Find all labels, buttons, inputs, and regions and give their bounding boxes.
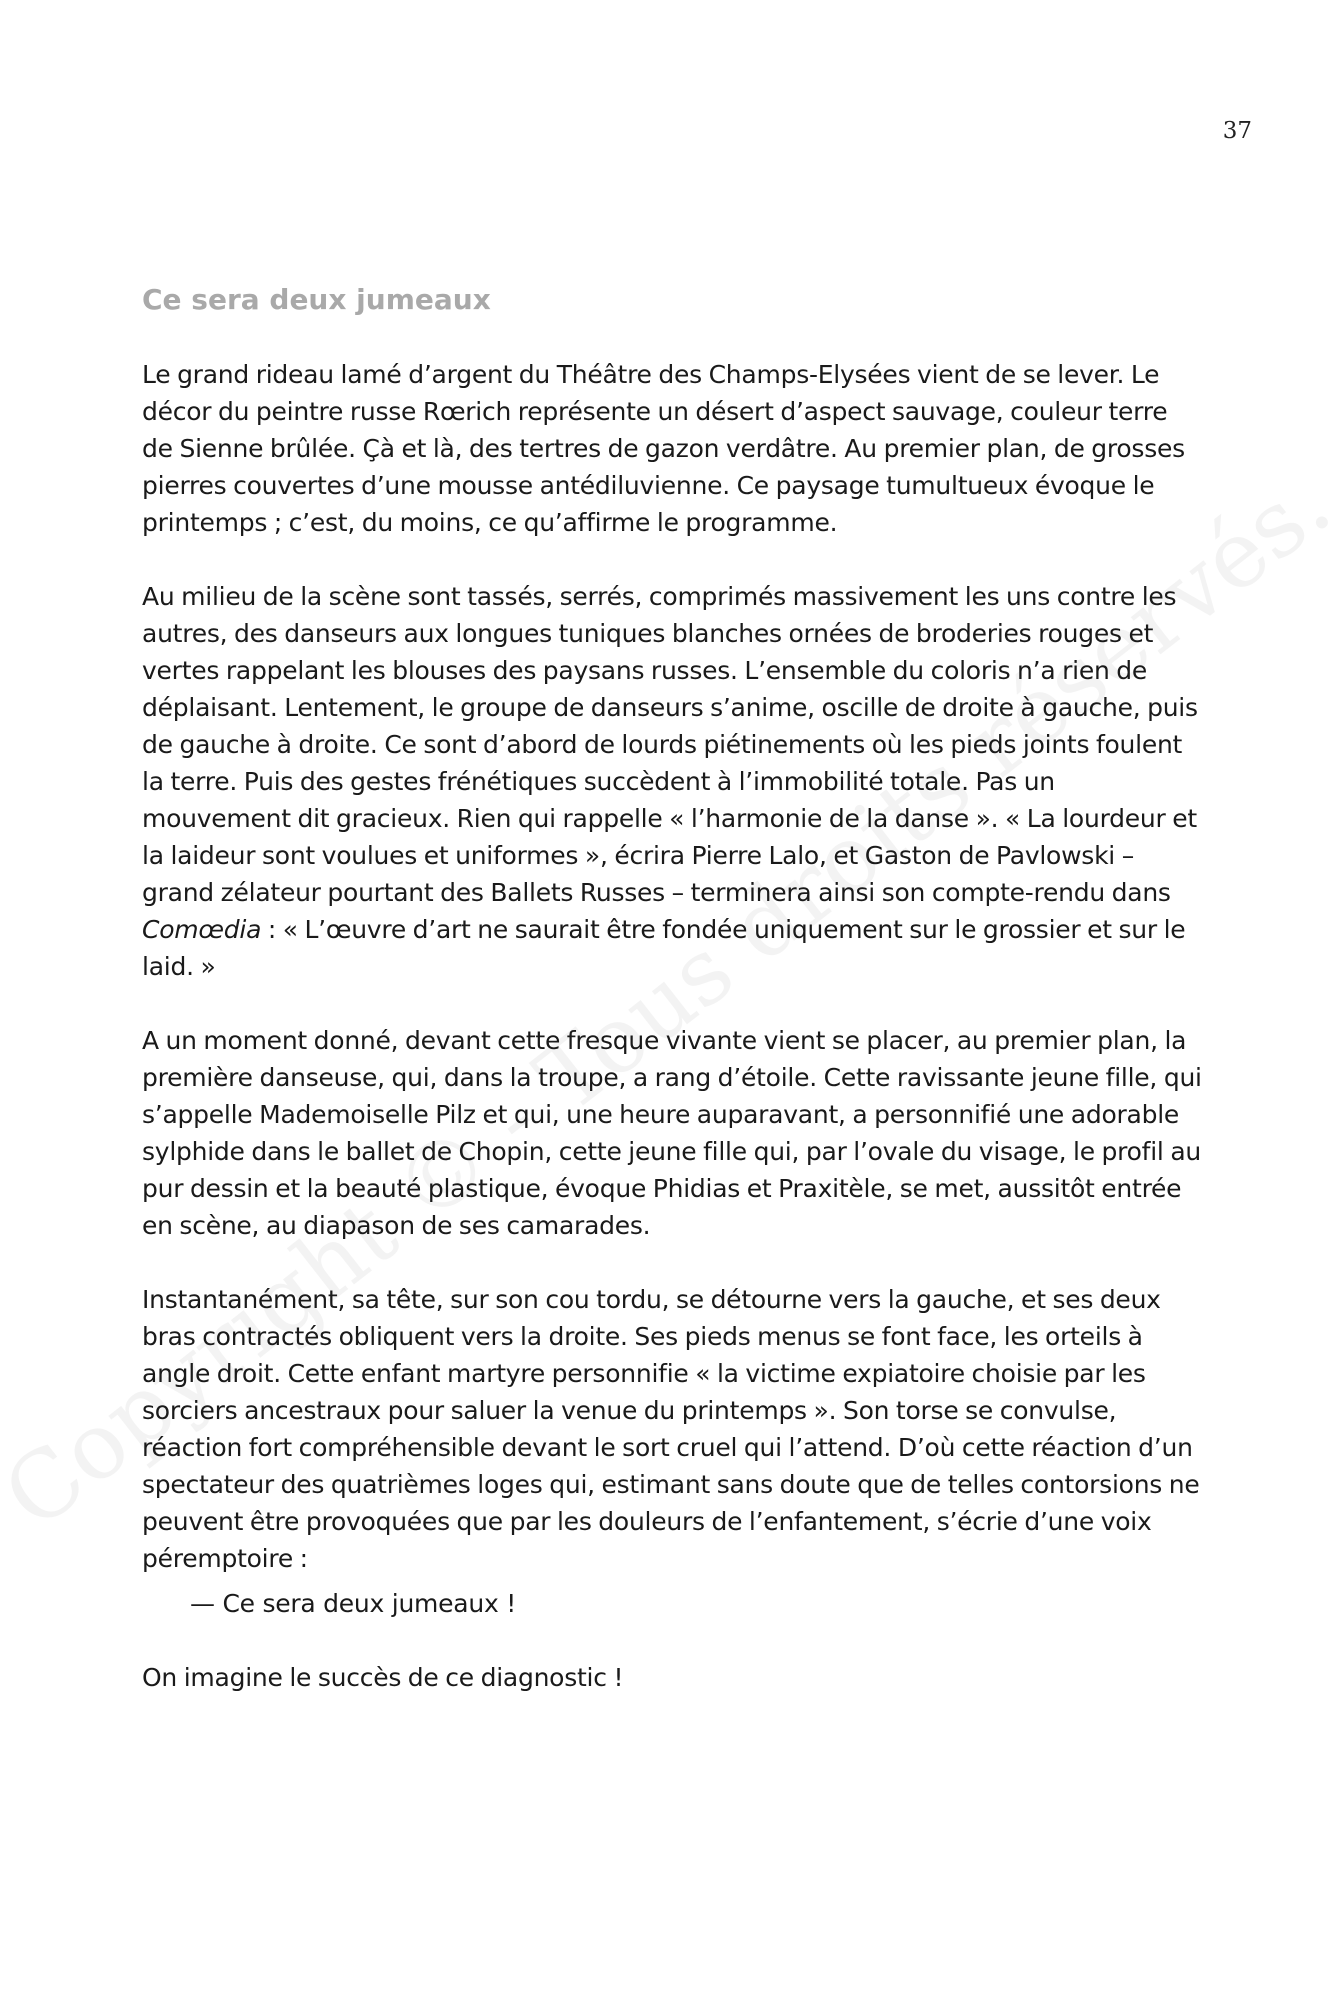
page-content	[142, 274, 1202, 1733]
chapter-title: Ce sera deux jumeaux	[142, 283, 491, 316]
paragraph-5: On imagine le succès de ce diagnostic !	[142, 1663, 624, 1692]
journal-title-comoedia: Comœdia	[142, 915, 262, 944]
page-number: 37	[1222, 118, 1252, 144]
paragraph-2	[142, 578, 1202, 985]
paragraph-4: Instantanément, sa tête, sur son cou tordu, se détourne vers la gauche, et ses deux bras contractés obliquent vers la droite. Ses pieds menus se font face, les orteils à angle droit. Cette enfant martyre personnifie « la victime expiatoire choisie par les sorciers ancestraux pour saluer la venue du printemps ». Son torse se convulse, réaction fort compréhensible devant le sort cruel qui l’attend. D’où cette réaction d’un spectateur des quatrièmes loges qui, estimant sans doute que de telles contorsions ne peuvent être provoquées que par les douleurs de l’enfantement, s’écrie d’une voix péremptoire :	[142, 1285, 1200, 1573]
paragraph-2-text-start: Au milieu de la scène sont tassés, serrés, comprimés massivement les uns contre les autres, des danseurs aux longues tuniques blanches ornées de broderies rouges et vertes rappelant les blouses des paysans russes. L’ensemble du coloris n’a rien de déplaisant. Lentement, le groupe de danseurs s’anime, oscille de droite à gauche, puis de gauche à droite. Ce sont d’abord de lourds piétinements où les pieds joints foulent la terre. Puis des gestes frénétiques succèdent à l’immobilité totale. Pas un mouvement dit gracieux. Rien qui rappelle « l’harmonie de la danse ». « La lourdeur et la laideur sont voulues et uniformes », écrira Pierre Lalo, et Gaston de Pavlowski – grand zélateur pourtant des Ballets Russes – terminera ainsi son compte-rendu dans	[142, 582, 1198, 907]
paragraph-1: Le grand rideau lamé d’argent du Théâtre des Champs-Elysées vient de se lever. Le décor du peintre russe Rœrich représente un désert d’aspect sauvage, couleur terre de Sienne brûlée. Çà et là, des tertres de gazon verdâtre. Au premier plan, de grosses pierres couvertes d’une mousse antédiluvienne. Ce paysage tumultueux évoque le printemps ; c’est, du moins, ce qu’affirme le programme.	[142, 360, 1185, 537]
paragraph-3: A un moment donné, devant cette fresque vivante vient se placer, au premier plan, la première danseuse, qui, dans la troupe, a rang d’étoile. Cette ravissante jeune fille, qui s’appelle Mademoiselle Pilz et qui, une heure auparavant, a personnifié une adorable sylphide dans le ballet de Chopin, cette jeune fille qui, par l’ovale du visage, le profil au pur dessin et la beauté plastique, évoque Phidias et Praxitèle, se met, aussitôt entrée en scène, au diapason de ses camarades.	[142, 1026, 1202, 1240]
paragraph-2-text-end: : « L’œuvre d’art ne saurait être fondée uniquement sur le grossier et sur le laid. »	[142, 915, 1186, 981]
dialogue-line: — Ce sera deux jumeaux !	[190, 1589, 516, 1618]
